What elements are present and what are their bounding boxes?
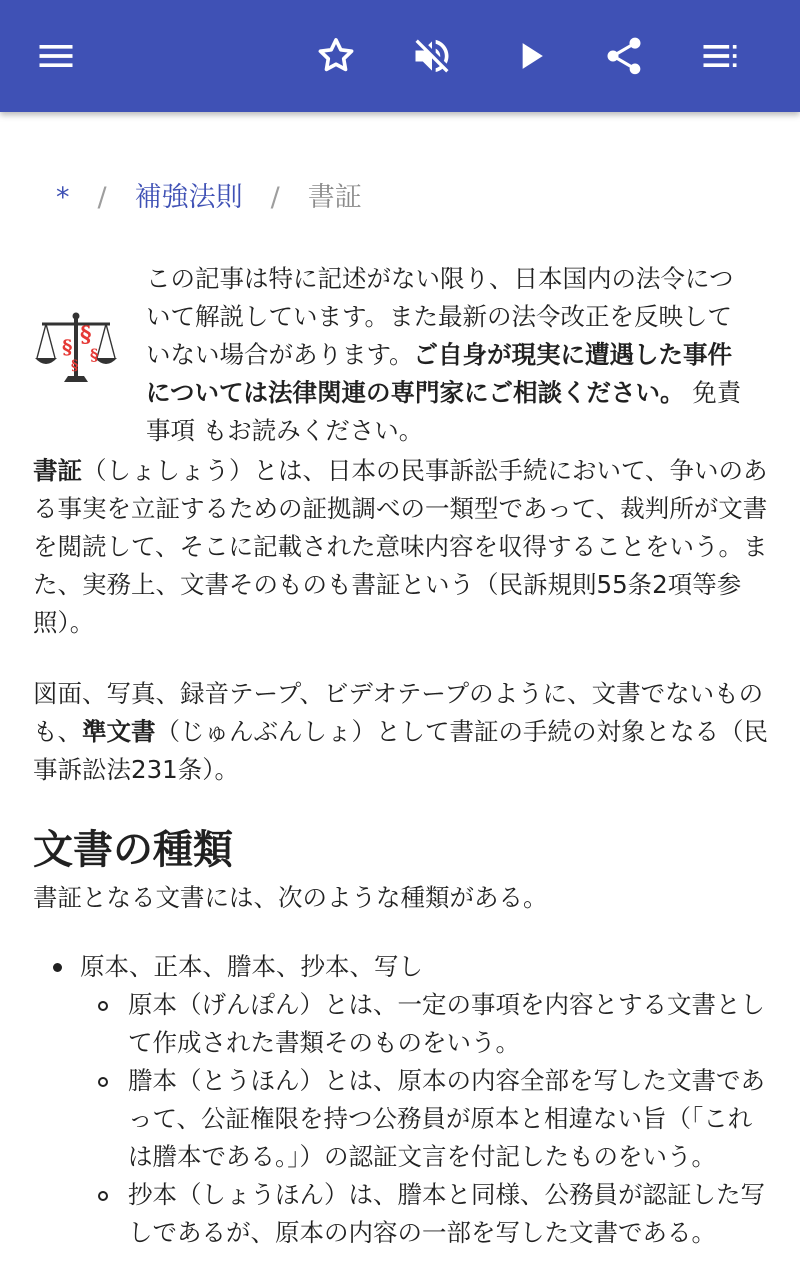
notice-tail-text: もお読みください。 — [195, 416, 424, 445]
legal-notice — [146, 260, 756, 450]
bookmark-button[interactable] — [308, 28, 364, 84]
disclaimer-link[interactable]: 免責事項 — [146, 378, 742, 445]
breadcrumb-current: 書証 — [307, 182, 362, 213]
share-icon — [602, 34, 646, 78]
para2-post: （じゅんぶんしょ）として書証の手続の対象となる（民事訴訟法231条）。 — [33, 717, 768, 784]
breadcrumb-separator: / — [270, 182, 280, 213]
document-types-list — [33, 948, 768, 1252]
svg-text:§: § — [90, 345, 99, 364]
play-icon — [508, 34, 552, 78]
intro-text: （しょしょう）とは、日本の民事訴訟手続において、争いのある事実を立証するための証拠調べの一類型であって、裁判所が文書を閲読して、そこに記載された意味内容を収得することをいう。また、実務上、文書そのものも書証という（民訴規則55条2項等参照）。 — [33, 456, 768, 637]
sub-list-item-text: 抄本（しょうほん）は、謄本と同様、公務員が認証した写しであるが、原本の内容の一部を写した文書である。 — [128, 1180, 765, 1247]
circle-bullet-icon — [98, 1001, 108, 1011]
circle-bullet-icon — [98, 1077, 108, 1087]
breadcrumb-separator: / — [97, 182, 107, 213]
section-intro: 書証となる文書には、次のような種類がある。 — [33, 883, 548, 912]
sub-list-item-text: 原本（げんぽん）とは、一定の事項を内容とする文書として作成された書類そのものをいう。 — [128, 990, 765, 1057]
breadcrumb-home-link[interactable]: * — [56, 182, 70, 213]
sub-list — [80, 986, 768, 1252]
article-content — [0, 112, 800, 1280]
law-scales-icon — [34, 308, 118, 392]
sub-list-item — [80, 1176, 768, 1252]
list-item-text: 原本、正本、謄本、抄本、写し — [80, 952, 423, 981]
menu-button[interactable] — [28, 28, 84, 84]
mute-button[interactable] — [404, 28, 460, 84]
breadcrumb-category-link[interactable]: 補強法則 — [134, 182, 243, 213]
sub-list-item — [80, 986, 768, 1062]
second-paragraph — [33, 675, 768, 789]
sub-list-item-text: 謄本（とうほん）とは、原本の内容全部を写した文書であって、公証権限を持つ公務員が原本と相違ない旨（「これは謄本である。」）の認証文言を付記したものをいう。 — [128, 1066, 765, 1171]
term-junbunsho: 準文書 — [82, 717, 156, 746]
play-button[interactable] — [502, 28, 558, 84]
svg-text:§: § — [71, 358, 79, 374]
bullet-icon — [53, 963, 62, 972]
svg-text:§: § — [80, 322, 92, 348]
star-outline-icon — [314, 34, 358, 78]
intro-paragraph — [33, 452, 768, 642]
term-shosho: 書証 — [33, 456, 82, 485]
app-bar — [0, 0, 800, 112]
section-heading: 文書の種類 — [33, 827, 233, 873]
breadcrumb — [56, 178, 362, 218]
notice-bold-text: ご自身が現実に遭遇した事件については法律関連の専門家にご相談ください。 — [146, 340, 733, 407]
para2-pre: 図面、写真、録音テープ、ビデオテープのように、文書でないものも、 — [33, 679, 764, 746]
sub-list-item — [80, 1062, 768, 1176]
table-of-contents-button[interactable] — [692, 28, 748, 84]
menu-icon — [34, 34, 78, 78]
volume-off-icon — [410, 34, 454, 78]
share-button[interactable] — [596, 28, 652, 84]
playlist-icon — [698, 34, 742, 78]
notice-text: この記事は特に記述がない限り、日本国内の法令について解説しています。また最新の法令改正を反映していない場合があります。 — [146, 264, 734, 369]
list-item — [33, 948, 768, 1252]
circle-bullet-icon — [98, 1191, 108, 1201]
svg-text:§: § — [62, 335, 73, 359]
